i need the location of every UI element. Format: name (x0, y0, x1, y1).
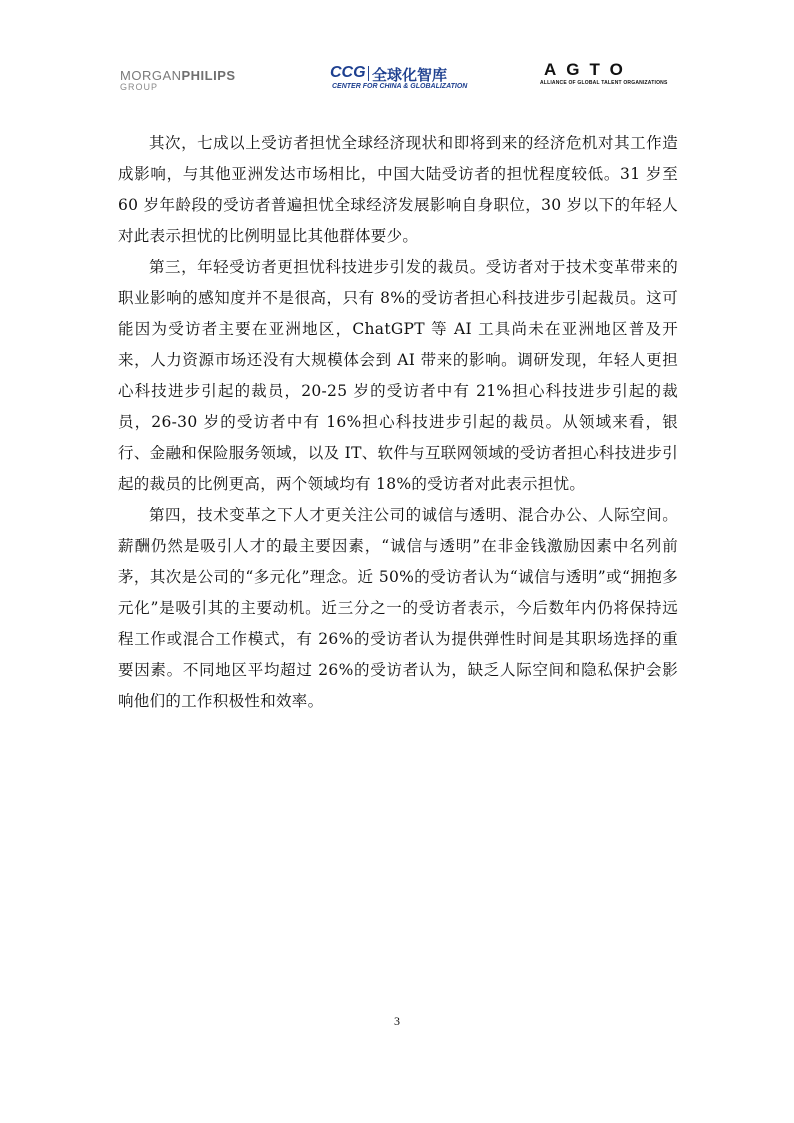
ccg-mark: CCG (330, 64, 366, 81)
agto-logo (540, 60, 670, 90)
agto-mark: AGTO (544, 60, 633, 79)
page-header (0, 0, 794, 110)
ccg-chinese-name: 全球化智库 (372, 66, 448, 84)
paragraph-fourth-finding: 第四，技术变革之下人才更关注公司的诚信与透明、混合办公、人际空间。薪酬仍然是吸引人才的最主要因素，“诚信与透明”在非金钱激励因素中名列前茅，其次是公司的“多元化”理念。近 50%的受访者认为“诚信与透明”或“拥抱多元化”是吸引其的主要动机。近三分之一的受访者表示，今后数年内仍将保持远程工作或混合工作模式，有 26%的受访者认为提供弹性时间是其职场选择的重要因素。不同地区平均超过 26%的受访者认为，缺乏人际空间和隐私保护会影响他们的工作积极性和效率。 (118, 506, 678, 710)
ccg-logo (330, 64, 470, 94)
page-number: 3 (394, 1014, 400, 1028)
morgan-philips-wordmark (120, 68, 236, 83)
morgan-philips-logo (120, 68, 290, 94)
paragraph-third-finding: 第三，年轻受访者更担忧科技进步引发的裁员。受访者对于技术变革带来的职业影响的感知度并不是很高，只有 8%的受访者担心科技进步引起裁员。这可能因为受访者主要在亚洲地区，ChatGPT 等 AI 工具尚未在亚洲地区普及开来，人力资源市场还没有大规模体会到 AI 带来的影响。调研发现，年轻人更担心科技进步引起的裁员，20-25 岁的受访者中有 21%担心科技进步引起的裁员，26-30 岁的受访者中有 16%担心科技进步引起的裁员。从领域来看，银行、金融和保险服务领域，以及 IT、软件与互联网领域的受访者担心科技进步引起的裁员的比例更高，两个领域均有 18%的受访者对此表示担忧。 (118, 258, 678, 493)
morgan-word: MORGAN (120, 68, 182, 83)
ccg-divider (368, 66, 369, 81)
morgan-philips-group-label: GROUP (120, 82, 159, 92)
philips-word: PHILIPS (181, 68, 236, 83)
document-body (118, 128, 678, 717)
ccg-english-name: CENTER FOR CHINA & GLOBALIZATION (332, 83, 468, 90)
paragraph-second-finding: 其次，七成以上受访者担忧全球经济现状和即将到来的经济危机对其工作造成影响，与其他亚洲发达市场相比，中国大陆受访者的担忧程度较低。31 岁至 60 岁年龄段的受访者普遍担忧全球经济发展影响自身职位，30 岁以下的年轻人对此表示担忧的比例明显比其他群体要少。 (118, 134, 678, 245)
agto-subtitle: ALLIANCE OF GLOBAL TALENT ORGANIZATIONS (540, 80, 668, 86)
